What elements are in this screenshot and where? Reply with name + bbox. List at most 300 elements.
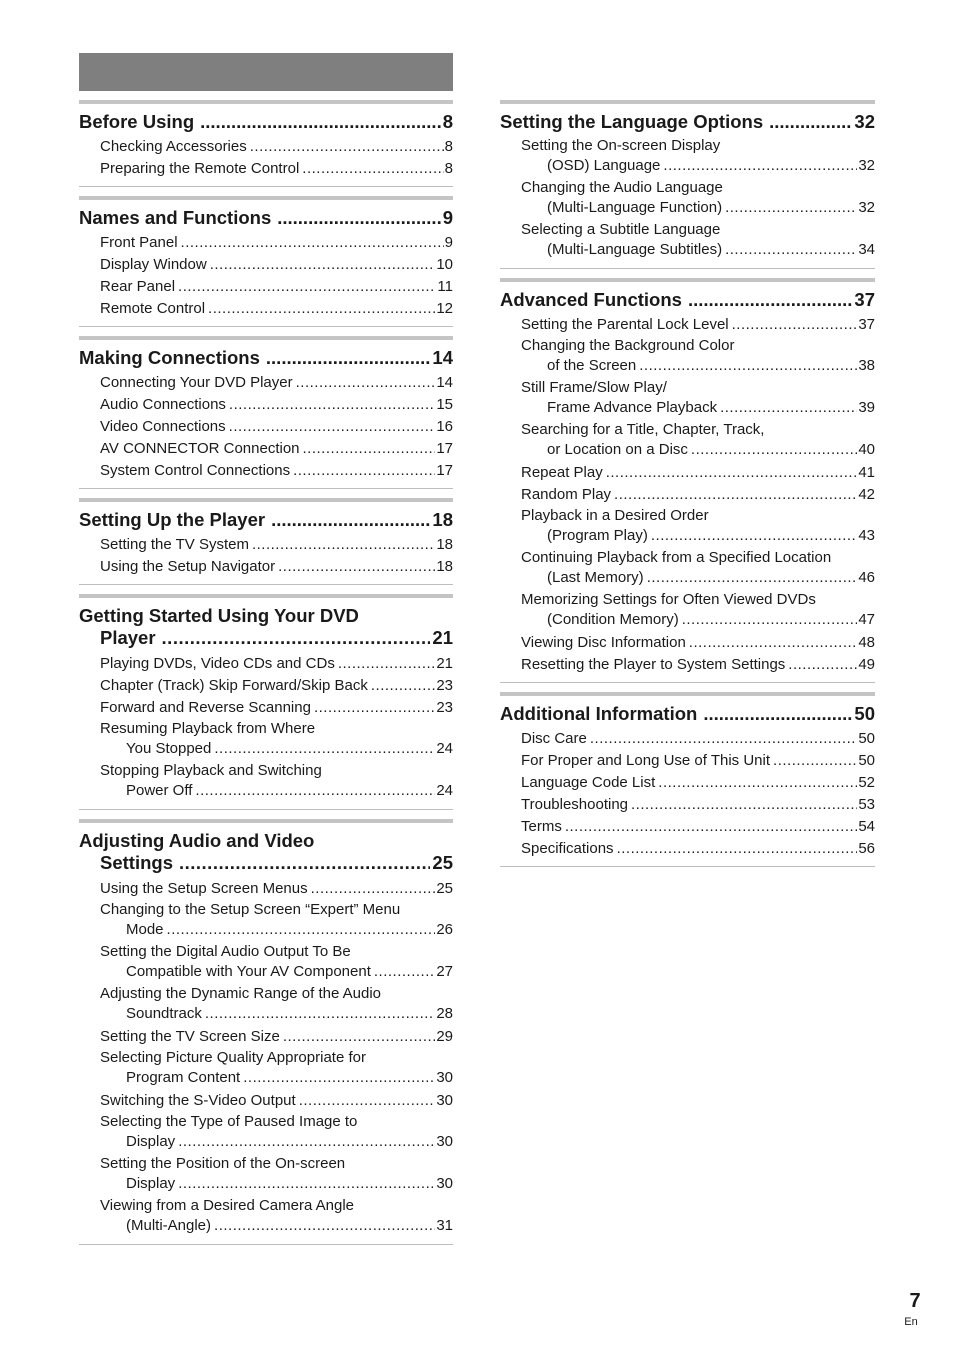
entry-page: 41 bbox=[858, 464, 875, 481]
toc-section bbox=[500, 692, 875, 867]
entry-title: Searching for a Title, Chapter, Track, bbox=[521, 421, 765, 438]
toc-entry[interactable] bbox=[79, 394, 453, 416]
entry-title-cont: (Program Play) bbox=[547, 527, 648, 544]
dot-leader bbox=[689, 632, 858, 654]
entry-title: AV CONNECTOR Connection bbox=[100, 440, 300, 457]
section-heading[interactable] bbox=[79, 604, 453, 649]
dot-leader bbox=[303, 438, 436, 460]
entry-title: Random Play bbox=[521, 486, 612, 503]
dot-leader bbox=[631, 794, 857, 816]
entry-row bbox=[521, 314, 875, 336]
toc-entry[interactable] bbox=[79, 1196, 453, 1238]
entry-row bbox=[521, 772, 875, 794]
entry-page: 42 bbox=[858, 486, 875, 503]
toc-entry[interactable] bbox=[79, 298, 453, 320]
entry-row bbox=[521, 568, 875, 590]
entry-row bbox=[100, 136, 453, 158]
dot-leader bbox=[639, 356, 857, 376]
entry-page: 30 bbox=[436, 1175, 453, 1192]
dot-leader bbox=[195, 781, 435, 801]
toc-entry[interactable] bbox=[79, 697, 453, 719]
entry-page: 32 bbox=[858, 157, 875, 174]
toc-entry[interactable] bbox=[79, 254, 453, 276]
entry-row bbox=[521, 728, 875, 750]
dot-leader bbox=[773, 750, 857, 772]
dot-leader bbox=[208, 298, 435, 320]
dot-leader bbox=[179, 852, 430, 874]
entry-title: Rear Panel bbox=[100, 278, 176, 295]
toc-entry[interactable] bbox=[79, 675, 453, 697]
toc-entry[interactable] bbox=[500, 178, 875, 220]
entry-title: Preparing the Remote Control bbox=[100, 160, 300, 177]
section-title: Setting the Language Options bbox=[500, 111, 764, 132]
entry-title: Terms bbox=[521, 818, 562, 835]
entry-row bbox=[521, 440, 875, 462]
entry-page: 17 bbox=[436, 462, 453, 479]
entry-row bbox=[521, 356, 875, 378]
entry-title: Stopping Playback and Switching bbox=[100, 762, 322, 779]
toc-entry[interactable] bbox=[79, 719, 453, 761]
section-title: Advanced Functions bbox=[500, 289, 682, 310]
dot-leader bbox=[205, 1004, 435, 1024]
entry-title: Troubleshooting bbox=[521, 796, 629, 813]
entry-title: Selecting Picture Quality Appropriate for bbox=[100, 1049, 366, 1066]
header-bar bbox=[79, 53, 453, 91]
entry-title: Using the Setup Navigator bbox=[100, 558, 276, 575]
entry-title: Video Connections bbox=[100, 418, 226, 435]
section-title-cont: Settings bbox=[100, 852, 173, 873]
dot-leader bbox=[229, 394, 435, 416]
entry-row bbox=[100, 920, 453, 942]
section-heading[interactable] bbox=[79, 110, 453, 132]
entry-row bbox=[100, 781, 453, 803]
entry-title-cont: of the Screen bbox=[547, 357, 637, 374]
entry-title: Forward and Reverse Scanning bbox=[100, 699, 311, 716]
entry-title-cont: Soundtrack bbox=[126, 1005, 202, 1022]
entry-title-cont: (Multi-Angle) bbox=[126, 1217, 212, 1234]
entry-page: 30 bbox=[436, 1069, 453, 1086]
toc-entry[interactable] bbox=[500, 632, 875, 654]
section-heading[interactable] bbox=[500, 702, 875, 724]
toc-entry[interactable] bbox=[500, 136, 875, 178]
dot-leader bbox=[243, 1068, 435, 1088]
entry-row bbox=[100, 254, 453, 276]
dot-leader bbox=[162, 627, 431, 649]
entry-row bbox=[100, 1068, 453, 1090]
entry-page: 14 bbox=[436, 374, 453, 391]
toc-entry[interactable] bbox=[79, 1154, 453, 1196]
entry-page: 49 bbox=[858, 656, 875, 673]
entry-row bbox=[100, 675, 453, 697]
dot-leader bbox=[229, 416, 436, 438]
entry-title: Connecting Your DVD Player bbox=[100, 374, 293, 391]
section-title-cont: Player bbox=[100, 627, 156, 648]
section-title: Adjusting Audio and Video bbox=[79, 830, 315, 851]
entry-row bbox=[100, 276, 453, 298]
dot-leader bbox=[374, 962, 435, 982]
dot-leader bbox=[703, 703, 852, 724]
dot-leader bbox=[278, 556, 435, 578]
entry-title: Changing the Background Color bbox=[521, 337, 735, 354]
entry-row bbox=[100, 416, 453, 438]
entry-row bbox=[100, 962, 453, 984]
entry-title: Memorizing Settings for Often Viewed DVDs bbox=[521, 591, 816, 608]
page-number: 7 bbox=[909, 1290, 921, 1312]
entry-title: Front Panel bbox=[100, 234, 178, 251]
dot-leader bbox=[651, 526, 857, 546]
entry-title-cont: (OSD) Language bbox=[547, 157, 661, 174]
entry-page: 18 bbox=[436, 558, 453, 575]
entry-title: Selecting a Subtitle Language bbox=[521, 221, 721, 238]
section-title: Additional Information bbox=[500, 703, 698, 724]
entry-row bbox=[100, 697, 453, 719]
dot-leader bbox=[210, 254, 436, 276]
toc-entry[interactable] bbox=[500, 794, 875, 816]
section-title-row bbox=[79, 627, 453, 649]
entry-title: Remote Control bbox=[100, 300, 206, 317]
toc-entry[interactable] bbox=[500, 314, 875, 336]
toc-column-right bbox=[500, 100, 875, 876]
entry-page: 30 bbox=[436, 1133, 453, 1150]
entry-row bbox=[100, 1090, 453, 1112]
toc-entry[interactable] bbox=[79, 984, 453, 1026]
entry-page: 34 bbox=[858, 241, 875, 258]
toc-entry[interactable] bbox=[500, 750, 875, 772]
section-title: Before Using bbox=[79, 111, 195, 132]
toc-entry[interactable] bbox=[79, 534, 453, 556]
section-heading[interactable] bbox=[500, 110, 875, 132]
toc-entry[interactable] bbox=[79, 276, 453, 298]
entry-page: 25 bbox=[436, 880, 453, 897]
entry-title: Viewing from a Desired Camera Angle bbox=[100, 1197, 355, 1214]
section-title: Making Connections bbox=[79, 347, 260, 368]
toc-section bbox=[500, 278, 875, 683]
dot-leader bbox=[214, 739, 435, 759]
section-page: 9 bbox=[442, 207, 453, 228]
entry-title-cont: Mode bbox=[126, 921, 164, 938]
entry-title: Continuing Playback from a Specified Location bbox=[521, 549, 832, 566]
entry-title: Adjusting the Dynamic Range of the Audio bbox=[100, 985, 382, 1002]
entry-title: Setting the On-screen Display bbox=[521, 137, 721, 154]
entry-page: 23 bbox=[436, 699, 453, 716]
entry-title: Changing the Audio Language bbox=[521, 179, 723, 196]
section-heading[interactable] bbox=[79, 508, 453, 530]
entry-page: 10 bbox=[436, 256, 453, 273]
entry-page: 50 bbox=[858, 730, 875, 747]
entry-row bbox=[100, 232, 453, 254]
dot-leader bbox=[296, 372, 436, 394]
toc-section bbox=[500, 100, 875, 269]
section-page: 21 bbox=[432, 627, 453, 648]
toc-entry[interactable] bbox=[500, 462, 875, 484]
toc-entry[interactable] bbox=[79, 1090, 453, 1112]
entry-row bbox=[521, 838, 875, 860]
entry-page: 37 bbox=[858, 316, 875, 333]
entry-row bbox=[100, 1174, 453, 1196]
entry-page: 23 bbox=[436, 677, 453, 694]
entry-title: Using the Setup Screen Menus bbox=[100, 880, 308, 897]
toc-entry[interactable] bbox=[79, 158, 453, 180]
toc-section bbox=[79, 498, 453, 585]
toc-entry[interactable] bbox=[500, 484, 875, 506]
section-heading[interactable] bbox=[79, 346, 453, 368]
dot-leader bbox=[688, 289, 852, 310]
entry-title: Setting the Position of the On-screen bbox=[100, 1155, 346, 1172]
entry-title: Specifications bbox=[521, 840, 614, 857]
entry-page: 38 bbox=[858, 357, 875, 374]
toc-entry[interactable] bbox=[500, 728, 875, 750]
toc-column-left bbox=[79, 100, 453, 1254]
entry-row bbox=[521, 462, 875, 484]
entry-title: For Proper and Long Use of This Unit bbox=[521, 752, 771, 769]
entry-title: Checking Accessories bbox=[100, 138, 247, 155]
toc-entry[interactable] bbox=[79, 136, 453, 158]
entry-title: Changing to the Setup Screen “Expert” Menu bbox=[100, 901, 401, 918]
toc-entry[interactable] bbox=[500, 220, 875, 262]
dot-leader bbox=[293, 460, 435, 482]
toc-entry[interactable] bbox=[79, 1048, 453, 1090]
toc-entry[interactable] bbox=[500, 816, 875, 838]
entry-title-cont: Program Content bbox=[126, 1069, 241, 1086]
section-title-row bbox=[79, 852, 453, 874]
entry-title: Setting the TV Screen Size bbox=[100, 1028, 280, 1045]
toc-entry[interactable] bbox=[500, 420, 875, 462]
entry-row bbox=[100, 438, 453, 460]
entry-title: Disc Care bbox=[521, 730, 587, 747]
entry-title: Playback in a Desired Order bbox=[521, 507, 709, 524]
toc-section bbox=[79, 336, 453, 489]
entry-page: 46 bbox=[858, 569, 875, 586]
dot-leader bbox=[299, 1090, 436, 1112]
toc-entry[interactable] bbox=[500, 506, 875, 548]
section-heading[interactable] bbox=[500, 288, 875, 310]
toc-section bbox=[79, 100, 453, 187]
dot-leader bbox=[606, 462, 858, 484]
entry-row bbox=[100, 298, 453, 320]
entry-page: 9 bbox=[444, 234, 453, 251]
toc-entry[interactable] bbox=[500, 548, 875, 590]
entry-title-cont: or Location on a Disc bbox=[547, 441, 688, 458]
dot-leader bbox=[167, 920, 436, 940]
section-page: 25 bbox=[432, 852, 453, 873]
entry-page: 17 bbox=[436, 440, 453, 457]
section-title: Setting Up the Player bbox=[79, 509, 266, 530]
entry-page: 56 bbox=[858, 840, 875, 857]
entry-row bbox=[100, 372, 453, 394]
toc-entry[interactable] bbox=[79, 653, 453, 675]
entry-page: 47 bbox=[858, 611, 875, 628]
dot-leader bbox=[769, 111, 852, 132]
dot-leader bbox=[283, 1026, 435, 1048]
entry-title-cont: You Stopped bbox=[126, 740, 212, 757]
dot-leader bbox=[311, 878, 436, 900]
dot-leader bbox=[266, 347, 431, 368]
section-page: 50 bbox=[854, 703, 875, 724]
entry-row bbox=[100, 653, 453, 675]
entry-page: 40 bbox=[858, 441, 875, 458]
entry-page: 21 bbox=[436, 655, 453, 672]
entry-title-cont: Frame Advance Playback bbox=[547, 399, 718, 416]
entry-page: 28 bbox=[436, 1005, 453, 1022]
entry-row bbox=[521, 156, 875, 178]
entry-row bbox=[521, 632, 875, 654]
entry-title: Language Code List bbox=[521, 774, 656, 791]
entry-row bbox=[521, 240, 875, 262]
toc-entry[interactable] bbox=[79, 1112, 453, 1154]
dot-leader bbox=[371, 675, 435, 697]
entry-title: Still Frame/Slow Play/ bbox=[521, 379, 667, 396]
toc-entry[interactable] bbox=[79, 438, 453, 460]
dot-leader bbox=[732, 314, 858, 336]
entry-title: Setting the Digital Audio Output To Be bbox=[100, 943, 351, 960]
entry-page: 31 bbox=[436, 1217, 453, 1234]
entry-page: 27 bbox=[436, 963, 453, 980]
dot-leader bbox=[614, 484, 857, 506]
entry-title: System Control Connections bbox=[100, 462, 291, 479]
entry-row bbox=[100, 1132, 453, 1154]
entry-title-cont: (Multi-Language Function) bbox=[547, 199, 723, 216]
entry-row bbox=[100, 1004, 453, 1026]
dot-leader bbox=[658, 772, 857, 794]
toc-entry[interactable] bbox=[79, 372, 453, 394]
entry-title: Resetting the Player to System Settings bbox=[521, 656, 786, 673]
toc-section bbox=[79, 819, 453, 1245]
section-page: 32 bbox=[854, 111, 875, 132]
dot-leader bbox=[720, 398, 857, 418]
dot-leader bbox=[338, 653, 435, 675]
toc-entry[interactable] bbox=[79, 878, 453, 900]
entry-row bbox=[100, 394, 453, 416]
section-page: 14 bbox=[432, 347, 453, 368]
entry-page: 29 bbox=[436, 1028, 453, 1045]
toc-entry[interactable] bbox=[79, 1026, 453, 1048]
section-title: Names and Functions bbox=[79, 207, 272, 228]
entry-title-cont: (Multi-Language Subtitles) bbox=[547, 241, 723, 258]
entry-title: Playing DVDs, Video CDs and CDs bbox=[100, 655, 335, 672]
entry-page: 8 bbox=[444, 138, 453, 155]
entry-title-cont: (Condition Memory) bbox=[547, 611, 679, 628]
section-page: 18 bbox=[432, 509, 453, 530]
entry-page: 24 bbox=[436, 740, 453, 757]
entry-page: 15 bbox=[436, 396, 453, 413]
entry-page: 32 bbox=[858, 199, 875, 216]
entry-title-cont: Display bbox=[126, 1175, 176, 1192]
toc-entry[interactable] bbox=[500, 772, 875, 794]
dot-leader bbox=[250, 136, 444, 158]
entry-row bbox=[100, 534, 453, 556]
entry-page: 48 bbox=[858, 634, 875, 651]
entry-title: Setting the Parental Lock Level bbox=[521, 316, 729, 333]
entry-page: 50 bbox=[858, 752, 875, 769]
dot-leader bbox=[691, 440, 857, 460]
toc-entry[interactable] bbox=[79, 556, 453, 578]
entry-title: Setting the TV System bbox=[100, 536, 249, 553]
entry-title: Resuming Playback from Where bbox=[100, 720, 316, 737]
entry-page: 24 bbox=[436, 782, 453, 799]
toc-entry[interactable] bbox=[79, 900, 453, 942]
entry-row bbox=[521, 198, 875, 220]
dot-leader bbox=[314, 697, 435, 719]
entry-title-cont: Power Off bbox=[126, 782, 193, 799]
entry-row bbox=[100, 1216, 453, 1238]
dot-leader bbox=[617, 838, 858, 860]
dot-leader bbox=[178, 1174, 435, 1194]
entry-title-cont: Compatible with Your AV Component bbox=[126, 963, 371, 980]
dot-leader bbox=[565, 816, 857, 838]
entry-row bbox=[521, 794, 875, 816]
section-page: 8 bbox=[442, 111, 453, 132]
toc-entry[interactable] bbox=[500, 378, 875, 420]
entry-title-cont: (Last Memory) bbox=[547, 569, 644, 586]
dot-leader bbox=[178, 1132, 435, 1152]
entry-row bbox=[100, 739, 453, 761]
toc-entry[interactable] bbox=[79, 416, 453, 438]
entry-title: Selecting the Type of Paused Image to bbox=[100, 1113, 358, 1130]
dot-leader bbox=[663, 156, 857, 176]
section-title: Getting Started Using Your DVD bbox=[79, 605, 359, 626]
entry-title: Repeat Play bbox=[521, 464, 603, 481]
toc-entry[interactable] bbox=[500, 838, 875, 860]
toc-entry[interactable] bbox=[79, 942, 453, 984]
toc-entry[interactable] bbox=[500, 590, 875, 632]
dot-leader bbox=[178, 276, 436, 298]
entry-title: Switching the S-Video Output bbox=[100, 1092, 296, 1109]
entry-page: 54 bbox=[858, 818, 875, 835]
dot-leader bbox=[682, 610, 858, 630]
dot-leader bbox=[725, 198, 857, 218]
dot-leader bbox=[277, 207, 440, 228]
toc-entry[interactable] bbox=[79, 460, 453, 482]
dot-leader bbox=[214, 1216, 435, 1236]
toc-entry[interactable] bbox=[79, 232, 453, 254]
entry-row bbox=[100, 158, 453, 180]
entry-page: 12 bbox=[436, 300, 453, 317]
entry-page: 26 bbox=[436, 921, 453, 938]
entry-page: 30 bbox=[436, 1092, 453, 1109]
entry-title: Audio Connections bbox=[100, 396, 226, 413]
entry-page: 8 bbox=[444, 160, 453, 177]
section-page: 37 bbox=[854, 289, 875, 310]
dot-leader bbox=[725, 240, 857, 260]
entry-title-cont: Display bbox=[126, 1133, 176, 1150]
entry-row bbox=[100, 460, 453, 482]
toc-section bbox=[79, 594, 453, 810]
toc-entry[interactable] bbox=[500, 336, 875, 378]
entry-row bbox=[100, 878, 453, 900]
toc-entry[interactable] bbox=[79, 761, 453, 803]
section-heading[interactable] bbox=[79, 829, 453, 874]
dot-leader bbox=[271, 509, 430, 530]
dot-leader bbox=[181, 232, 444, 254]
section-heading[interactable] bbox=[79, 206, 453, 228]
dot-leader bbox=[200, 111, 441, 132]
entry-page: 11 bbox=[437, 278, 453, 295]
entry-title: Chapter (Track) Skip Forward/Skip Back bbox=[100, 677, 368, 694]
entry-row bbox=[521, 610, 875, 632]
entry-page: 39 bbox=[858, 399, 875, 416]
entry-row bbox=[100, 556, 453, 578]
entry-row bbox=[521, 816, 875, 838]
entry-page: 18 bbox=[436, 536, 453, 553]
toc-entry[interactable] bbox=[500, 654, 875, 676]
page-language: En bbox=[904, 1316, 918, 1328]
dot-leader bbox=[647, 568, 858, 588]
entry-title: Viewing Disc Information bbox=[521, 634, 686, 651]
entry-page: 53 bbox=[858, 796, 875, 813]
entry-row bbox=[521, 750, 875, 772]
entry-row bbox=[521, 526, 875, 548]
entry-page: 52 bbox=[858, 774, 875, 791]
